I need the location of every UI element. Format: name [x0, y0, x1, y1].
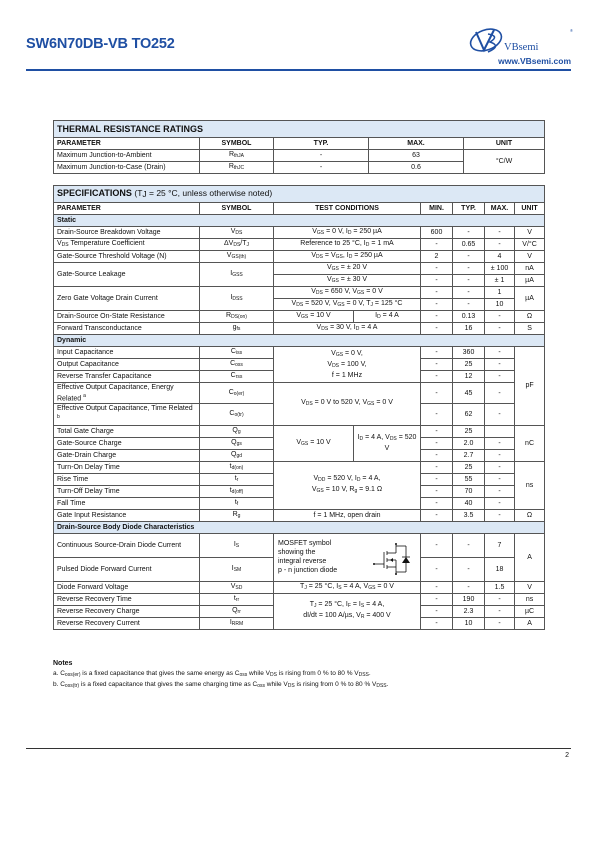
table-row: $V_{DS}$ Temperature Coefficient $\Delta V_{DS}/T_J$ Reference to 25 °C, $I_D = 1$ mA - 0.65 - V/°C: [54, 239, 545, 251]
section-static: Static: [54, 215, 545, 227]
table-row: Continuous Source-Drain Diode Current $I_S$ MOSFET symbol showing the integral reverse p - n junction diode - - 7 A: [54, 533, 545, 557]
header-rule: [26, 69, 571, 71]
table-row: Gate Input Resistance $R_g$ f = 1 MHz, open drain - 3.5 - Ω: [54, 509, 545, 521]
table-row: Reverse Recovery Time $t_{rr}$ $T_J = 25$ °C, $I_F = I_S = 4$ A, dI/dt = 100 A/µs, $V_R = 400$ V - 190 - ns: [54, 593, 545, 605]
page-title: SW6N70DB-VB TO252: [26, 36, 175, 52]
table-row: Rise Time $t_r$ - 55 -: [54, 473, 545, 485]
table-row: Maximum Junction-to-Ambient $R_{thJA}$ - 63 °C/W: [54, 150, 545, 162]
brand-name: VBsemi: [504, 42, 539, 53]
col-max: MAX.: [369, 138, 464, 150]
table-row: Drain-Source On-State Resistance $R_{DS(on)}$ $V_{GS} = 10$ V $I_D = 4$ A - 0.13 - Ω: [54, 311, 545, 323]
table-row: Turn-On Delay Time $t_{d(on)}$ $V_{DD} = 520$ V, $I_D = 4$ A, $V_{GS} = 10$ V, $R_g = 9.1$ Ω - 25 - ns: [54, 461, 545, 473]
table-row: Diode Forward Voltage $V_{SD}$ $T_J = 25$ °C, $I_S = 4$ A, $V_{GS} = 0$ V - - 1.5 V: [54, 581, 545, 593]
table-row: Maximum Junction-to-Case (Drain) $R_{thJC}$ - 0.6: [54, 162, 545, 174]
note-b: b. $C_{oss(tr)}$ is a fixed capacitance that gives the same charging time as $C_{oss}$ while $V_{DS}$ is rising from 0 % to 80 % $V_{DSS}$.: [53, 681, 389, 689]
table-row: Reverse Transfer Capacitance $C_{rss}$ - 12 -: [54, 371, 545, 383]
table-row: Effective Output Capacitance, Time Related $^b$ $C_{o(tr)}$ - 62 -: [54, 404, 545, 425]
table-row: Reverse Recovery Current $I_{RRM}$ - 10 - A: [54, 617, 545, 629]
page-number: 2: [565, 752, 569, 759]
table-row: Reverse Recovery Charge $Q_{rr}$ - 2.3 - µC: [54, 605, 545, 617]
notes-title: Notes: [53, 660, 73, 667]
thermal-banner: THERMAL RESISTANCE RATINGS: [54, 121, 545, 138]
table-row: Gate-Source Charge $Q_{gs}$ - 2.0 -: [54, 437, 545, 449]
table-row: Input Capacitance $C_{iss}$ $V_{GS} = 0$ V, $V_{DS} = 100$ V, f = 1 MHz - 360 - pF: [54, 347, 545, 359]
table-row: Fall Time $t_f$ - 40 -: [54, 497, 545, 509]
table-row: Gate-Drain Charge $Q_{gd}$ - 2.7 -: [54, 449, 545, 461]
svg-text:®: ®: [570, 28, 573, 33]
mosfet-symbol-cell: MOSFET symbol showing the integral reverse p - n junction diode: [274, 533, 421, 581]
table-row: Gate-Source Threshold Voltage (N) $V_{GS(th)}$ $V_{DS} = V_{GS}$, $I_D = 250$ µA 2 - 4 V: [54, 251, 545, 263]
table-row: Total Gate Charge $Q_g$ $V_{GS} = 10$ V $I_D = 4$ A, $V_{DS} = 520$ V - 25 nC: [54, 425, 545, 437]
table-row: Output Capacitance $C_{oss}$ - 25 -: [54, 359, 545, 371]
note-a: a. $C_{oss(er)}$ is a fixed capacitance that gives the same energy as $C_{oss}$ while $V_{DS}$ is rising from 0 % to 80 % $V_{DSS}$.: [53, 669, 371, 678]
table-row: Drain-Source Breakdown Voltage $V_{DS}$ $V_{GS} = 0$ V, $I_D = 250$ µA 600 - - V: [54, 227, 545, 239]
table-row: $V_{GS}$ = ± 30 V - - ± 1 µA: [54, 275, 545, 287]
thermal-table: [53, 120, 545, 174]
notes: [53, 659, 388, 692]
mosfet-symbol-icon: [370, 540, 414, 578]
col-parameter: PARAMETER: [54, 138, 200, 150]
thermal-unit: °C/W: [464, 150, 545, 174]
col-symbol: SYMBOL: [200, 138, 274, 150]
table-row: Effective Output Capacitance, Energy Related $^a$ $C_{o(er)}$ $V_{DS} = 0$ V to 520 V, $V_{GS} = 0$ V - 45 -: [54, 383, 545, 404]
table-row: Zero Gate Voltage Drain Current $I_{DSS}$ $V_{DS} = 650$ V, $V_{GS} = 0$ V - - 1 µA: [54, 287, 545, 299]
section-body-diode: Drain-Source Body Diode Characteristics: [54, 521, 545, 533]
table-row: $V_{DS} = 520$ V, $V_{GS} = 0$ V, $T_J = 125$ °C - - 10: [54, 299, 545, 311]
col-unit: UNIT: [464, 138, 545, 150]
table-row: Gate-Source Leakage $I_{GSS}$ $V_{GS}$ = ± 20 V - - ± 100 nA: [54, 263, 545, 275]
specifications-banner: SPECIFICATIONS ($T_J = 25$ °C, unless otherwise noted): [54, 186, 545, 203]
table-row: Forward Transconductance $g_{fs}$ $V_{DS} = 30$ V, $I_D = 4$ A - 16 - S: [54, 323, 545, 335]
website-link[interactable]: www.VBsemi.com: [498, 56, 571, 66]
table-row: Pulsed Diode Forward Current $I_{SM}$ - - 18: [54, 557, 545, 581]
table-row: Turn-Off Delay Time $t_{d(off)}$ - 70 -: [54, 485, 545, 497]
col-typ: TYP.: [274, 138, 369, 150]
section-dynamic: Dynamic: [54, 335, 545, 347]
footer-rule: [26, 748, 571, 749]
specifications-table: SPECIFICATIONS ($T_J = 25$ °C, unless otherwise noted) PARAMETER SYMBOL TEST CONDITIONS MIN. TYP. MAX. UNIT Static Drain-Source Breakdown Voltage $V_{DS}$ $V_{GS} = 0$ V, $I_D = 250$ µA 600 - - V $V_{DS}$ Temperature Coefficient $\Delta V_{DS}/T_J$ Reference to 25 °C, $I_D = 1$ mA - 0.65 - V/°C Gate-Source Threshold Voltage (N) $V_{GS(th)}$ $V_{DS} = V_{GS}$, $I_D = 250$ µA 2 - 4 V Gate-Source Leakage $I_{GSS}$ $V_{GS}$ = ± 20 V - - ± 100 nA $V_{GS}$ = ± 30 V - - ± 1 µA Zero Gate Voltage Drain Current $I_{DSS}$ $V_{DS} = 650$ V, $V_{GS} = 0$ V - - 1 µA $V_{DS} = 520$ V, $V_{GS} = 0$ V, $T_J = 125$ °C - - 10 Drain-Source On-State Resistance $R_{DS(on)}$ $V_{GS} = 10$ V $I_D = 4$ A - 0.13 - Ω Forward Transconductance $g_{fs}$ $V_{DS} = 30$ V, $I_D = 4$ A - 16 - S Dynamic Input Capacitance $C_{iss}$ $V_{GS} = 0$ V, $V_{DS} = 100$ V, f = 1 MHz - 360 - pF Output Capacitance $C_{oss}$ - 25 - Reverse Transfer Capacitance $C_{rss}$ - 12 - Effective Output Capacitance, Energy Related $^a$ $C_{o(er)}$ $V_{DS} = 0$ V to 520 V, $V_{GS} = 0$ V - 45 - Effective Output Capacitance, Time Related $^b$ $C_{o(tr)}$ - 62 - Total Gate Charge $Q_g$ $V_{GS} = 10$ V $I_D = 4$ A, $V_{DS} = 520$ V - 25 nC Gate-Source Charge $Q_{gs}$ - 2.0 - Gate-Drain Charge $Q_{gd}$ - 2.7 - Turn-On Delay Time $t_{d(on)}$ $V_{DD} = 520$ V, $I_D = 4$ A, $V_{GS} = 10$ V, $R_g = 9.1$ Ω - 25 - ns Rise Time $t_r$ - 55 - Turn-Off Delay Time $t_{d(off)}$ - 70 - Fall Time $t_f$ - 40 - Gate Input Resistance $R_g$ f = 1 MHz, open drain - 3.5 - Ω Drain-Source Body Diode Characteristics Continuous Source-Drain Diode Current $I_S$ MOSFET symbol showing the integral reverse p - n junction diode - - 7 A Pulsed Diode Forward Current $I_{SM}$ - - 18 Diode Forward Voltage $V_{SD}$ $T_J = 25$ °C, $I_S = 4$ A, $V_{GS} = 0$ V - - 1.5 V Reverse Recovery Time $t_{rr}$ $T_J = 25$ °C, $I_F = I_S = 4$ A, dI/dt = 100 A/µs, $V_R = 400$ V - 190 - ns Reverse Recovery Charge $Q_{rr}$ - 2.3 - µC Reverse Recovery Current $I_{RRM}$ - 10 - A: [53, 185, 545, 630]
